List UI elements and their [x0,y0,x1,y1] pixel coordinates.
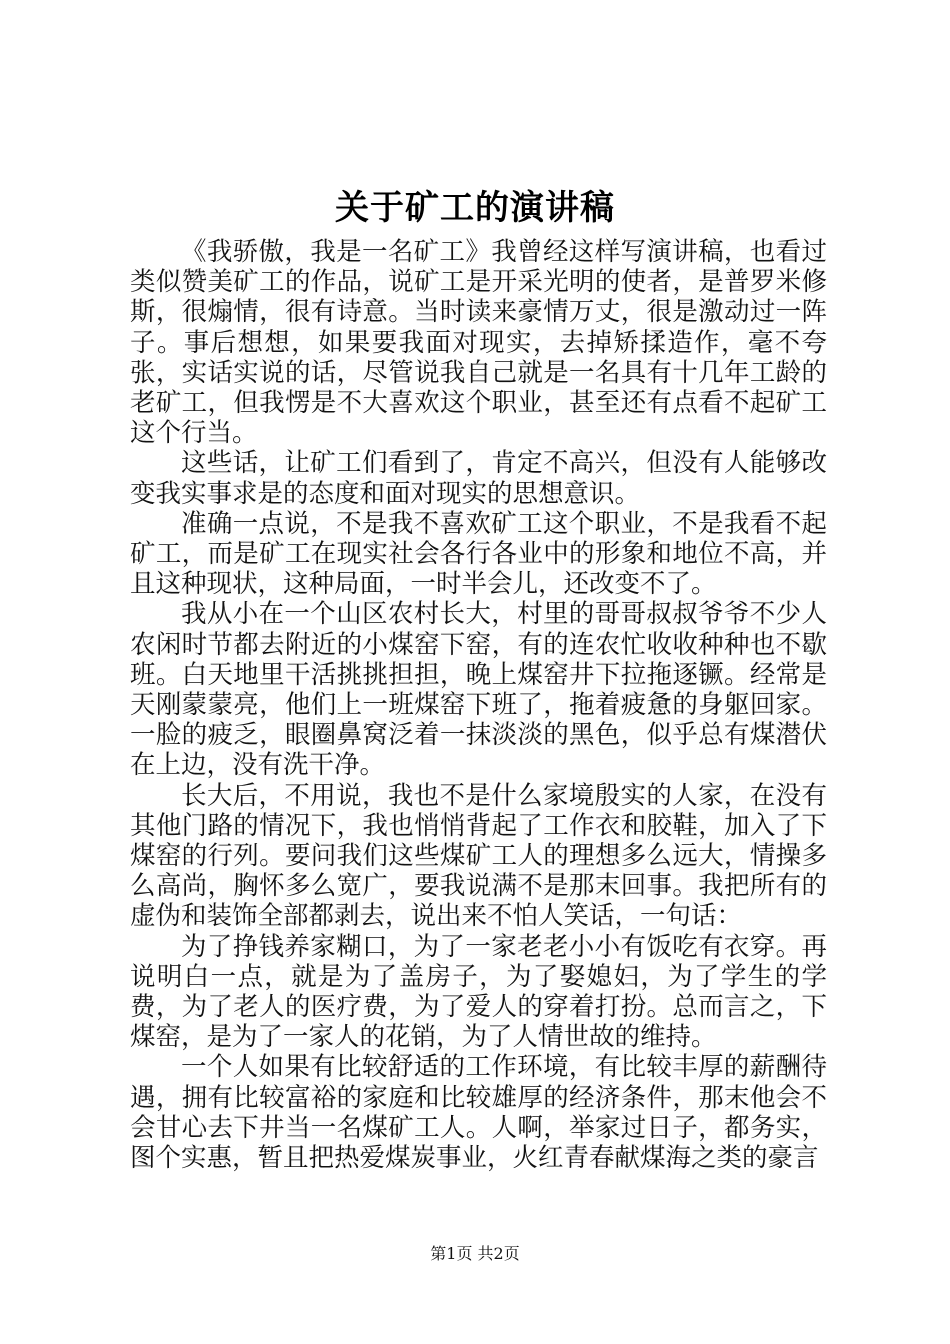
paragraph: 一个人如果有比较舒适的工作环境，有比较丰厚的薪酬待遇，拥有比较富裕的家庭和比较雄厚的经济条件，那末他会不会甘心去下井当一名煤矿工人。人啊，举家过日子，都务实，图个实惠，暂且把热爱煤炭事业，火红青春献煤海之类的豪言 [130,1052,827,1174]
paragraph: 为了挣钱养家糊口，为了一家老老小小有饭吃有衣穿。再说明白一点，就是为了盖房子，为了娶媳妇，为了学生的学费，为了老人的医疗费，为了爱人的穿着打扮。总而言之，下煤窑，是为了一家人的花销，为了人情世故的维持。 [130,931,827,1053]
paragraph: 我从小在一个山区农村长大，村里的哥哥叔叔爷爷不少人农闲时节都去附近的小煤窑下窑，有的连农忙收收种种也不歇班。白天地里干活挑挑担担，晚上煤窑井下拉拖逐镢。经常是天刚蒙蒙亮，他们上一班煤窑下班了，拖着疲惫的身躯回家。一脸的疲乏，眼圈鼻窝泛着一抹淡淡的黑色，似乎总有煤潜伏在上边，没有洗干净。 [130,599,827,781]
paragraph: 准确一点说，不是我不喜欢矿工这个职业，不是我看不起矿工，而是矿工在现实社会各行各业中的形象和地位不高，并且这种现状，这种局面，一时半会儿，还改变不了。 [130,508,827,600]
paragraph: 这些话，让矿工们看到了，肯定不高兴，但没有人能够改变我实事求是的态度和面对现实的思想意识。 [130,448,827,509]
paragraph: 长大后，不用说，我也不是什么家境殷实的人家，在没有其他门路的情况下，我也悄悄背起了工作衣和胶鞋，加入了下煤窑的行列。要问我们这些煤矿工人的理想多么远大，情操多么高尚，胸怀多么宽广，要我说满不是那末回事。我把所有的虚伪和装饰全部都剥去，说出来不怕人笑话，一句话： [130,780,827,932]
document-title: 关于矿工的演讲稿 [335,188,615,228]
document-body [130,237,827,1173]
paragraph: 《我骄傲，我是一名矿工》我曾经这样写演讲稿，也看过类似赞美矿工的作品，说矿工是开采光明的使者，是普罗米修斯，很煽情，很有诗意。当时读来豪情万丈，很是激动过一阵子。事后想想，如果要我面对现实，去掉矫揉造作，毫不夸张，实话实说的话，尽管说我自己就是一名具有十几年工龄的老矿工，但我愣是不大喜欢这个职业，甚至还有点看不起矿工这个行当。 [130,237,827,449]
page-number-footer: 第1页 共2页 [430,1244,520,1263]
